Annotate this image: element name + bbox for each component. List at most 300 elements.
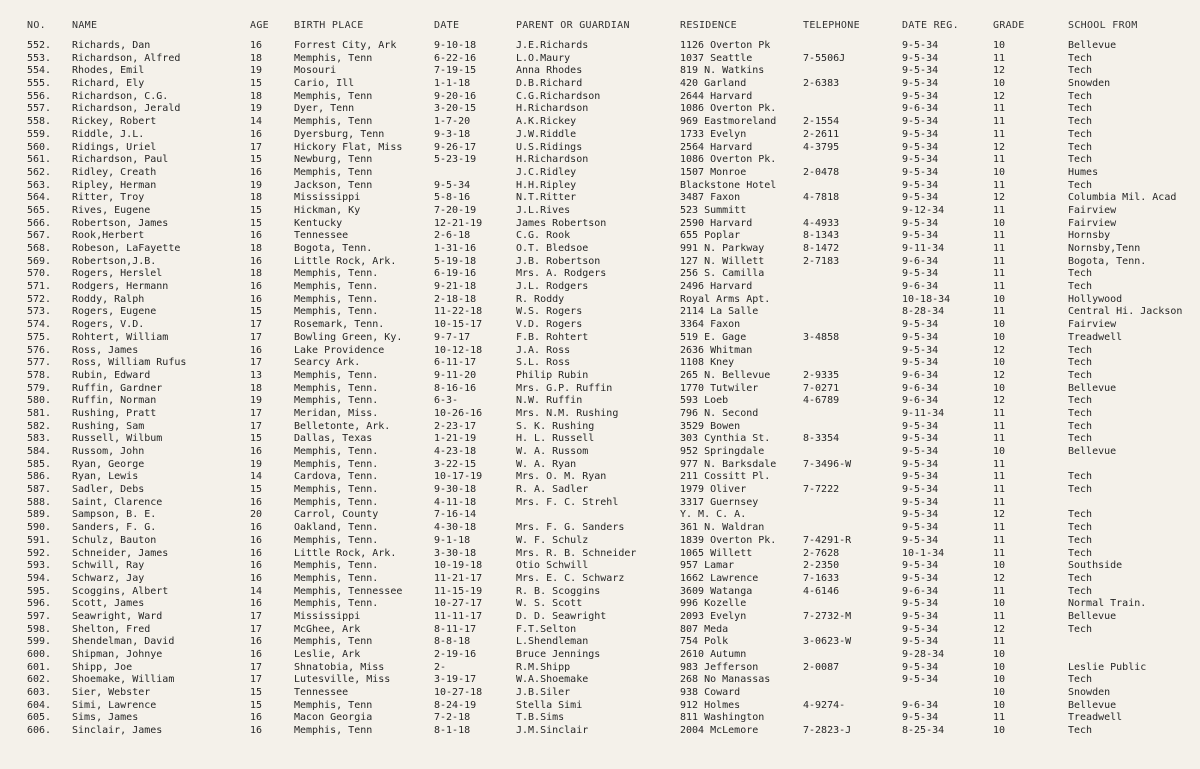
birth-date: 2- <box>434 661 447 673</box>
grade: 12 <box>993 65 1006 77</box>
date-registered: 9-5-34 <box>902 534 939 546</box>
row-number: 606. <box>27 725 52 737</box>
residence: 1065 Willett <box>680 547 753 559</box>
telephone: 3-4858 <box>803 331 840 343</box>
birth-place: McGhee, Ark <box>294 623 361 635</box>
telephone: 7-1633 <box>803 572 840 584</box>
birth-place: Memphis, Tenn. <box>294 484 379 496</box>
student-name: Rives, Eugene <box>72 204 151 216</box>
student-age: 16 <box>250 572 263 584</box>
birth-date: 5-19-18 <box>434 255 477 267</box>
parent-guardian: Mrs. O. M. Ryan <box>516 471 607 483</box>
birth-place: Carrol, County <box>294 509 379 521</box>
birth-date: 8-11-17 <box>434 623 477 635</box>
birth-place: Memphis, Tenn. <box>294 395 379 407</box>
row-number: 556. <box>27 90 52 102</box>
residence: 1086 Overton Pk. <box>680 103 777 115</box>
table-row <box>0 268 1200 281</box>
date-registered: 9-5-34 <box>902 661 939 673</box>
student-age: 16 <box>250 649 263 660</box>
table-row <box>0 700 1200 713</box>
birth-place: Memphis, Tenn <box>294 636 373 648</box>
row-number: 562. <box>27 166 52 178</box>
student-age: 18 <box>250 90 263 102</box>
row-number: 593. <box>27 560 52 572</box>
row-number: 561. <box>27 154 52 166</box>
parent-guardian: R.M.Shipp <box>516 661 571 673</box>
student-name: Ross, James <box>72 344 139 356</box>
date-registered: 9-5-34 <box>902 230 939 242</box>
table-row <box>0 243 1200 256</box>
row-number: 605. <box>27 712 52 724</box>
student-name: Scott, James <box>72 598 145 610</box>
school-from: Tech <box>1068 522 1093 534</box>
student-age: 15 <box>250 154 263 166</box>
student-name: Rushing, Pratt <box>72 407 157 419</box>
row-number: 570. <box>27 268 52 280</box>
header-name: NAME <box>72 20 98 31</box>
student-name: Ryan, Lewis <box>72 471 139 483</box>
row-number: 574. <box>27 319 52 331</box>
row-number: 582. <box>27 420 52 432</box>
parent-guardian: R. B. Scoggins <box>516 585 601 597</box>
student-age: 17 <box>250 661 263 673</box>
row-number: 564. <box>27 192 52 204</box>
birth-place: Memphis, Tenn. <box>294 496 379 508</box>
birth-date: 12-21-19 <box>434 217 483 229</box>
table-row <box>0 662 1200 675</box>
birth-place: Tennessee <box>294 230 349 242</box>
grade: 11 <box>993 547 1006 559</box>
residence: 957 Lamar <box>680 560 735 572</box>
table-row <box>0 560 1200 573</box>
date-registered: 9-5-34 <box>902 268 939 280</box>
date-registered: 9-5-34 <box>902 192 939 204</box>
birth-place: Memphis, Tenn. <box>294 560 379 572</box>
parent-guardian: J.B. Robertson <box>516 255 601 267</box>
telephone: 3-0623-W <box>803 636 852 648</box>
parent-guardian: W. A. Russom <box>516 446 589 457</box>
school-from: Tech <box>1068 52 1093 64</box>
student-age: 16 <box>250 560 263 572</box>
student-name: Rickey, Robert <box>72 116 157 128</box>
birth-place: Memphis, Tenn. <box>294 534 379 546</box>
student-name: Rogers, Herslel <box>72 268 163 280</box>
row-number: 581. <box>27 407 52 419</box>
table-row <box>0 205 1200 218</box>
residence: Royal Arms Apt. <box>680 293 771 305</box>
parent-guardian: Stella Simi <box>516 699 583 711</box>
birth-place: Memphis, Tenn <box>294 166 373 178</box>
student-age: 16 <box>250 598 263 610</box>
birth-date: 1-1-18 <box>434 78 471 90</box>
grade: 11 <box>993 484 1006 496</box>
student-age: 19 <box>250 179 263 191</box>
student-age: 17 <box>250 357 263 369</box>
table-row <box>0 712 1200 725</box>
birth-place: Bogota, Tenn. <box>294 243 373 254</box>
grade: 12 <box>993 344 1006 356</box>
row-number: 580. <box>27 395 52 407</box>
telephone: 2-6383 <box>803 78 840 90</box>
student-name: Roddy, Ralph <box>72 293 145 305</box>
grade: 10 <box>993 699 1006 711</box>
table-row <box>0 281 1200 294</box>
table-row <box>0 421 1200 434</box>
table-row <box>0 180 1200 193</box>
birth-date: 9-7-17 <box>434 331 471 343</box>
grade: 12 <box>993 192 1006 204</box>
parent-guardian: C.G. Rook <box>516 230 571 242</box>
student-name: Ripley, Herman <box>72 179 157 191</box>
birth-place: Mosouri <box>294 65 337 77</box>
residence: 3609 Watanga <box>680 585 753 597</box>
table-row <box>0 674 1200 687</box>
school-from: Snowden <box>1068 687 1111 699</box>
grade: 11 <box>993 179 1006 191</box>
birth-place: Memphis, Tenn. <box>294 572 379 584</box>
parent-guardian: H.H.Ripley <box>516 179 577 191</box>
date-registered: 9-6-34 <box>902 699 939 711</box>
parent-guardian: L.Shendleman <box>516 636 589 648</box>
school-from: Tech <box>1068 90 1093 102</box>
school-from: Tech <box>1068 141 1093 153</box>
birth-place: Memphis, Tenn. <box>294 281 379 293</box>
date-registered: 9-5-34 <box>902 509 939 521</box>
row-number: 577. <box>27 357 52 369</box>
parent-guardian: D.B.Richard <box>516 78 583 90</box>
school-from: Southside <box>1068 560 1123 572</box>
row-number: 591. <box>27 534 52 546</box>
birth-date: 9-20-16 <box>434 90 477 102</box>
parent-guardian: F.B. Rohtert <box>516 331 589 343</box>
date-registered: 9-5-34 <box>902 128 939 140</box>
birth-date: 9-3-18 <box>434 128 471 140</box>
school-from: Tech <box>1068 116 1093 128</box>
student-rows <box>0 40 1200 738</box>
telephone: 4-3795 <box>803 141 840 153</box>
birth-place: Rosemark, Tenn. <box>294 319 385 331</box>
birth-date: 11-11-17 <box>434 610 483 622</box>
student-name: Rubin, Edward <box>72 369 151 381</box>
header-school-from: SCHOOL FROM <box>1068 20 1138 31</box>
residence: 754 Polk <box>680 636 729 648</box>
student-name: Sinclair, James <box>72 725 163 737</box>
birth-date: 1-21-19 <box>434 433 477 445</box>
row-number: 586. <box>27 471 52 483</box>
student-name: Ritter, Troy <box>72 192 145 204</box>
grade: 10 <box>993 687 1006 699</box>
student-age: 16 <box>250 128 263 140</box>
telephone: 2-7183 <box>803 255 840 267</box>
date-registered: 9-5-34 <box>902 598 939 610</box>
grade: 11 <box>993 204 1006 216</box>
residence: 3317 Guernsey <box>680 496 759 508</box>
parent-guardian: Bruce Jennings <box>516 649 601 660</box>
row-number: 557. <box>27 103 52 115</box>
date-registered: 9-5-34 <box>902 674 939 686</box>
birth-place: Mississippi <box>294 192 361 204</box>
telephone: 4-7818 <box>803 192 840 204</box>
table-row <box>0 78 1200 91</box>
date-registered: 9-5-34 <box>902 90 939 102</box>
row-number: 573. <box>27 306 52 318</box>
header-birth-place: BIRTH PLACE <box>294 20 364 31</box>
birth-date: 7-2-18 <box>434 712 471 724</box>
school-from: Columbia Mil. Acad <box>1068 192 1177 204</box>
school-from: Treadwell <box>1068 712 1123 724</box>
birth-date: 10-17-19 <box>434 471 483 483</box>
row-number: 600. <box>27 649 52 660</box>
grade: 11 <box>993 52 1006 64</box>
telephone: 7-0271 <box>803 382 840 394</box>
student-age: 15 <box>250 484 263 496</box>
student-name: Saint, Clarence <box>72 496 163 508</box>
birth-date: 4-11-18 <box>434 496 477 508</box>
student-name: Riddle, J.L. <box>72 128 145 140</box>
grade: 10 <box>993 166 1006 178</box>
date-registered: 10-1-34 <box>902 547 945 559</box>
table-row <box>0 332 1200 345</box>
student-age: 19 <box>250 103 263 115</box>
grade: 12 <box>993 141 1006 153</box>
telephone: 8-3354 <box>803 433 840 445</box>
student-age: 16 <box>250 636 263 648</box>
student-age: 16 <box>250 293 263 305</box>
residence: 1839 Overton Pk. <box>680 534 777 546</box>
date-registered: 9-5-34 <box>902 179 939 191</box>
birth-place: Oakland, Tenn. <box>294 522 379 534</box>
header-no: NO. <box>27 20 46 31</box>
school-from: Treadwell <box>1068 331 1123 343</box>
parent-guardian: W. F. Schulz <box>516 534 589 546</box>
residence: 1733 Evelyn <box>680 128 747 140</box>
date-registered: 9-6-34 <box>902 395 939 407</box>
grade: 11 <box>993 255 1006 267</box>
table-row <box>0 65 1200 78</box>
birth-place: Hickman, Ky <box>294 204 361 216</box>
table-row <box>0 649 1200 662</box>
row-number: 566. <box>27 217 52 229</box>
grade: 10 <box>993 382 1006 394</box>
parent-guardian: Mrs. F. G. Sanders <box>516 522 625 534</box>
residence: 1770 Tutwiler <box>680 382 759 394</box>
student-age: 14 <box>250 116 263 128</box>
birth-date: 1-7-20 <box>434 116 471 128</box>
table-row <box>0 167 1200 180</box>
row-number: 571. <box>27 281 52 293</box>
residence: 361 N. Waldran <box>680 522 765 534</box>
telephone: 2-7628 <box>803 547 840 559</box>
table-row <box>0 383 1200 396</box>
school-from: Tech <box>1068 585 1093 597</box>
grade: 12 <box>993 369 1006 381</box>
residence: 2636 Whitman <box>680 344 753 356</box>
student-name: Richard, Ely <box>72 78 145 90</box>
birth-date: 6-3- <box>434 395 459 407</box>
table-row <box>0 548 1200 561</box>
date-registered: 9-5-34 <box>902 166 939 178</box>
residence: 2590 Harvard <box>680 217 753 229</box>
grade: 10 <box>993 293 1006 305</box>
grade: 11 <box>993 433 1006 445</box>
parent-guardian: R. A. Sadler <box>516 484 589 496</box>
parent-guardian: Otio Schwill <box>516 560 589 572</box>
table-row <box>0 103 1200 116</box>
student-age: 16 <box>250 166 263 178</box>
telephone: 7-2732-M <box>803 610 852 622</box>
school-from: Tech <box>1068 509 1093 521</box>
student-name: Sier, Webster <box>72 687 151 699</box>
student-name: Richardson, Paul <box>72 154 169 166</box>
row-number: 572. <box>27 293 52 305</box>
school-from: Tech <box>1068 395 1093 407</box>
telephone: 8-1472 <box>803 243 840 254</box>
student-age: 16 <box>250 547 263 559</box>
residence: 952 Springdale <box>680 446 765 457</box>
school-from: Snowden <box>1068 78 1111 90</box>
row-number: 604. <box>27 699 52 711</box>
school-from: Tech <box>1068 534 1093 546</box>
date-registered: 9-5-34 <box>902 319 939 331</box>
date-registered: 9-28-34 <box>902 649 945 660</box>
student-age: 14 <box>250 471 263 483</box>
row-number: 597. <box>27 610 52 622</box>
school-from: Normal Train. <box>1068 598 1147 610</box>
birth-date: 5-23-19 <box>434 154 477 166</box>
birth-place: Tennessee <box>294 687 349 699</box>
school-from: Tech <box>1068 65 1093 77</box>
grade: 10 <box>993 319 1006 331</box>
header-date: DATE <box>434 20 460 31</box>
birth-place: Memphis, Tenn. <box>294 458 379 470</box>
birth-date: 9-30-18 <box>434 484 477 496</box>
birth-date: 9-26-17 <box>434 141 477 153</box>
grade: 11 <box>993 496 1006 508</box>
date-registered: 9-11-34 <box>902 407 945 419</box>
date-registered: 9-5-34 <box>902 433 939 445</box>
student-name: Rogers, Eugene <box>72 306 157 318</box>
student-age: 17 <box>250 141 263 153</box>
school-from: Tech <box>1068 357 1093 369</box>
table-row <box>0 471 1200 484</box>
birth-date: 6-11-17 <box>434 357 477 369</box>
student-age: 16 <box>250 446 263 457</box>
student-name: Ruffin, Gardner <box>72 382 163 394</box>
residence: 1979 Oliver <box>680 484 747 496</box>
telephone: 2-0087 <box>803 661 840 673</box>
parent-guardian: W.A.Shoemake <box>516 674 589 686</box>
student-age: 15 <box>250 78 263 90</box>
grade: 11 <box>993 268 1006 280</box>
grade: 10 <box>993 598 1006 610</box>
birth-date: 3-30-18 <box>434 547 477 559</box>
date-registered: 9-5-34 <box>902 636 939 648</box>
student-name: Sanders, F. G. <box>72 522 157 534</box>
date-registered: 9-5-34 <box>902 484 939 496</box>
birth-place: Memphis, Tenn <box>294 725 373 737</box>
grade: 11 <box>993 522 1006 534</box>
residence: 811 Washington <box>680 712 765 724</box>
student-age: 16 <box>250 281 263 293</box>
birth-place: Dyer, Tenn <box>294 103 355 115</box>
date-registered: 10-18-34 <box>902 293 951 305</box>
parent-guardian: W.S. Rogers <box>516 306 583 318</box>
parent-guardian: N.T.Ritter <box>516 192 577 204</box>
student-age: 16 <box>250 344 263 356</box>
birth-place: Memphis, Tenn <box>294 699 373 711</box>
birth-place: Memphis, Tenn <box>294 90 373 102</box>
birth-place: Cardova, Tenn. <box>294 471 379 483</box>
grade: 10 <box>993 40 1006 51</box>
birth-date: 7-16-14 <box>434 509 477 521</box>
student-age: 16 <box>250 40 263 51</box>
parent-guardian: J.B.Siler <box>516 687 571 699</box>
grade: 12 <box>993 395 1006 407</box>
table-row <box>0 598 1200 611</box>
student-name: Robertson,J.B. <box>72 255 157 267</box>
student-name: Rohtert, William <box>72 331 169 343</box>
student-age: 13 <box>250 369 263 381</box>
table-row <box>0 91 1200 104</box>
student-name: Ross, William Rufus <box>72 357 187 369</box>
table-row <box>0 433 1200 446</box>
table-row <box>0 395 1200 408</box>
residence: 996 Kozelle <box>680 598 747 610</box>
student-name: Shoemake, William <box>72 674 175 686</box>
row-number: 587. <box>27 484 52 496</box>
date-registered: 9-6-34 <box>902 103 939 115</box>
school-from: Bellevue <box>1068 446 1117 457</box>
date-registered: 9-5-34 <box>902 610 939 622</box>
student-name: Sadler, Debs <box>72 484 145 496</box>
date-registered: 9-5-34 <box>902 560 939 572</box>
grade: 10 <box>993 446 1006 457</box>
student-age: 15 <box>250 687 263 699</box>
student-name: Russell, Wilbum <box>72 433 163 445</box>
date-registered: 9-12-34 <box>902 204 945 216</box>
parent-guardian: J.E.Richards <box>516 40 589 51</box>
parent-guardian: Philip Rubin <box>516 369 589 381</box>
date-registered: 9-5-34 <box>902 496 939 508</box>
student-name: Richardson, Jerald <box>72 103 181 115</box>
birth-place: Bowling Green, Ky. <box>294 331 403 343</box>
birth-place: Belletonte, Ark. <box>294 420 391 432</box>
table-row <box>0 357 1200 370</box>
student-age: 15 <box>250 699 263 711</box>
parent-guardian: James Robertson <box>516 217 607 229</box>
residence: 211 Cossitt Pl. <box>680 471 771 483</box>
table-row <box>0 218 1200 231</box>
row-number: 560. <box>27 141 52 153</box>
grade: 12 <box>993 572 1006 584</box>
student-name: Robeson, LaFayette <box>72 243 181 254</box>
parent-guardian: S. K. Rushing <box>516 420 595 432</box>
telephone: 8-1343 <box>803 230 840 242</box>
parent-guardian: N.W. Ruffin <box>516 395 583 407</box>
grade: 11 <box>993 471 1006 483</box>
birth-date: 2-19-16 <box>434 649 477 660</box>
table-row <box>0 40 1200 53</box>
row-number: 558. <box>27 116 52 128</box>
student-age: 17 <box>250 407 263 419</box>
birth-date: 2-6-18 <box>434 230 471 242</box>
student-name: Sampson, B. E. <box>72 509 157 521</box>
table-row <box>0 129 1200 142</box>
parent-guardian: Mrs. A. Rodgers <box>516 268 607 280</box>
table-row <box>0 636 1200 649</box>
birth-date: 8-16-16 <box>434 382 477 394</box>
